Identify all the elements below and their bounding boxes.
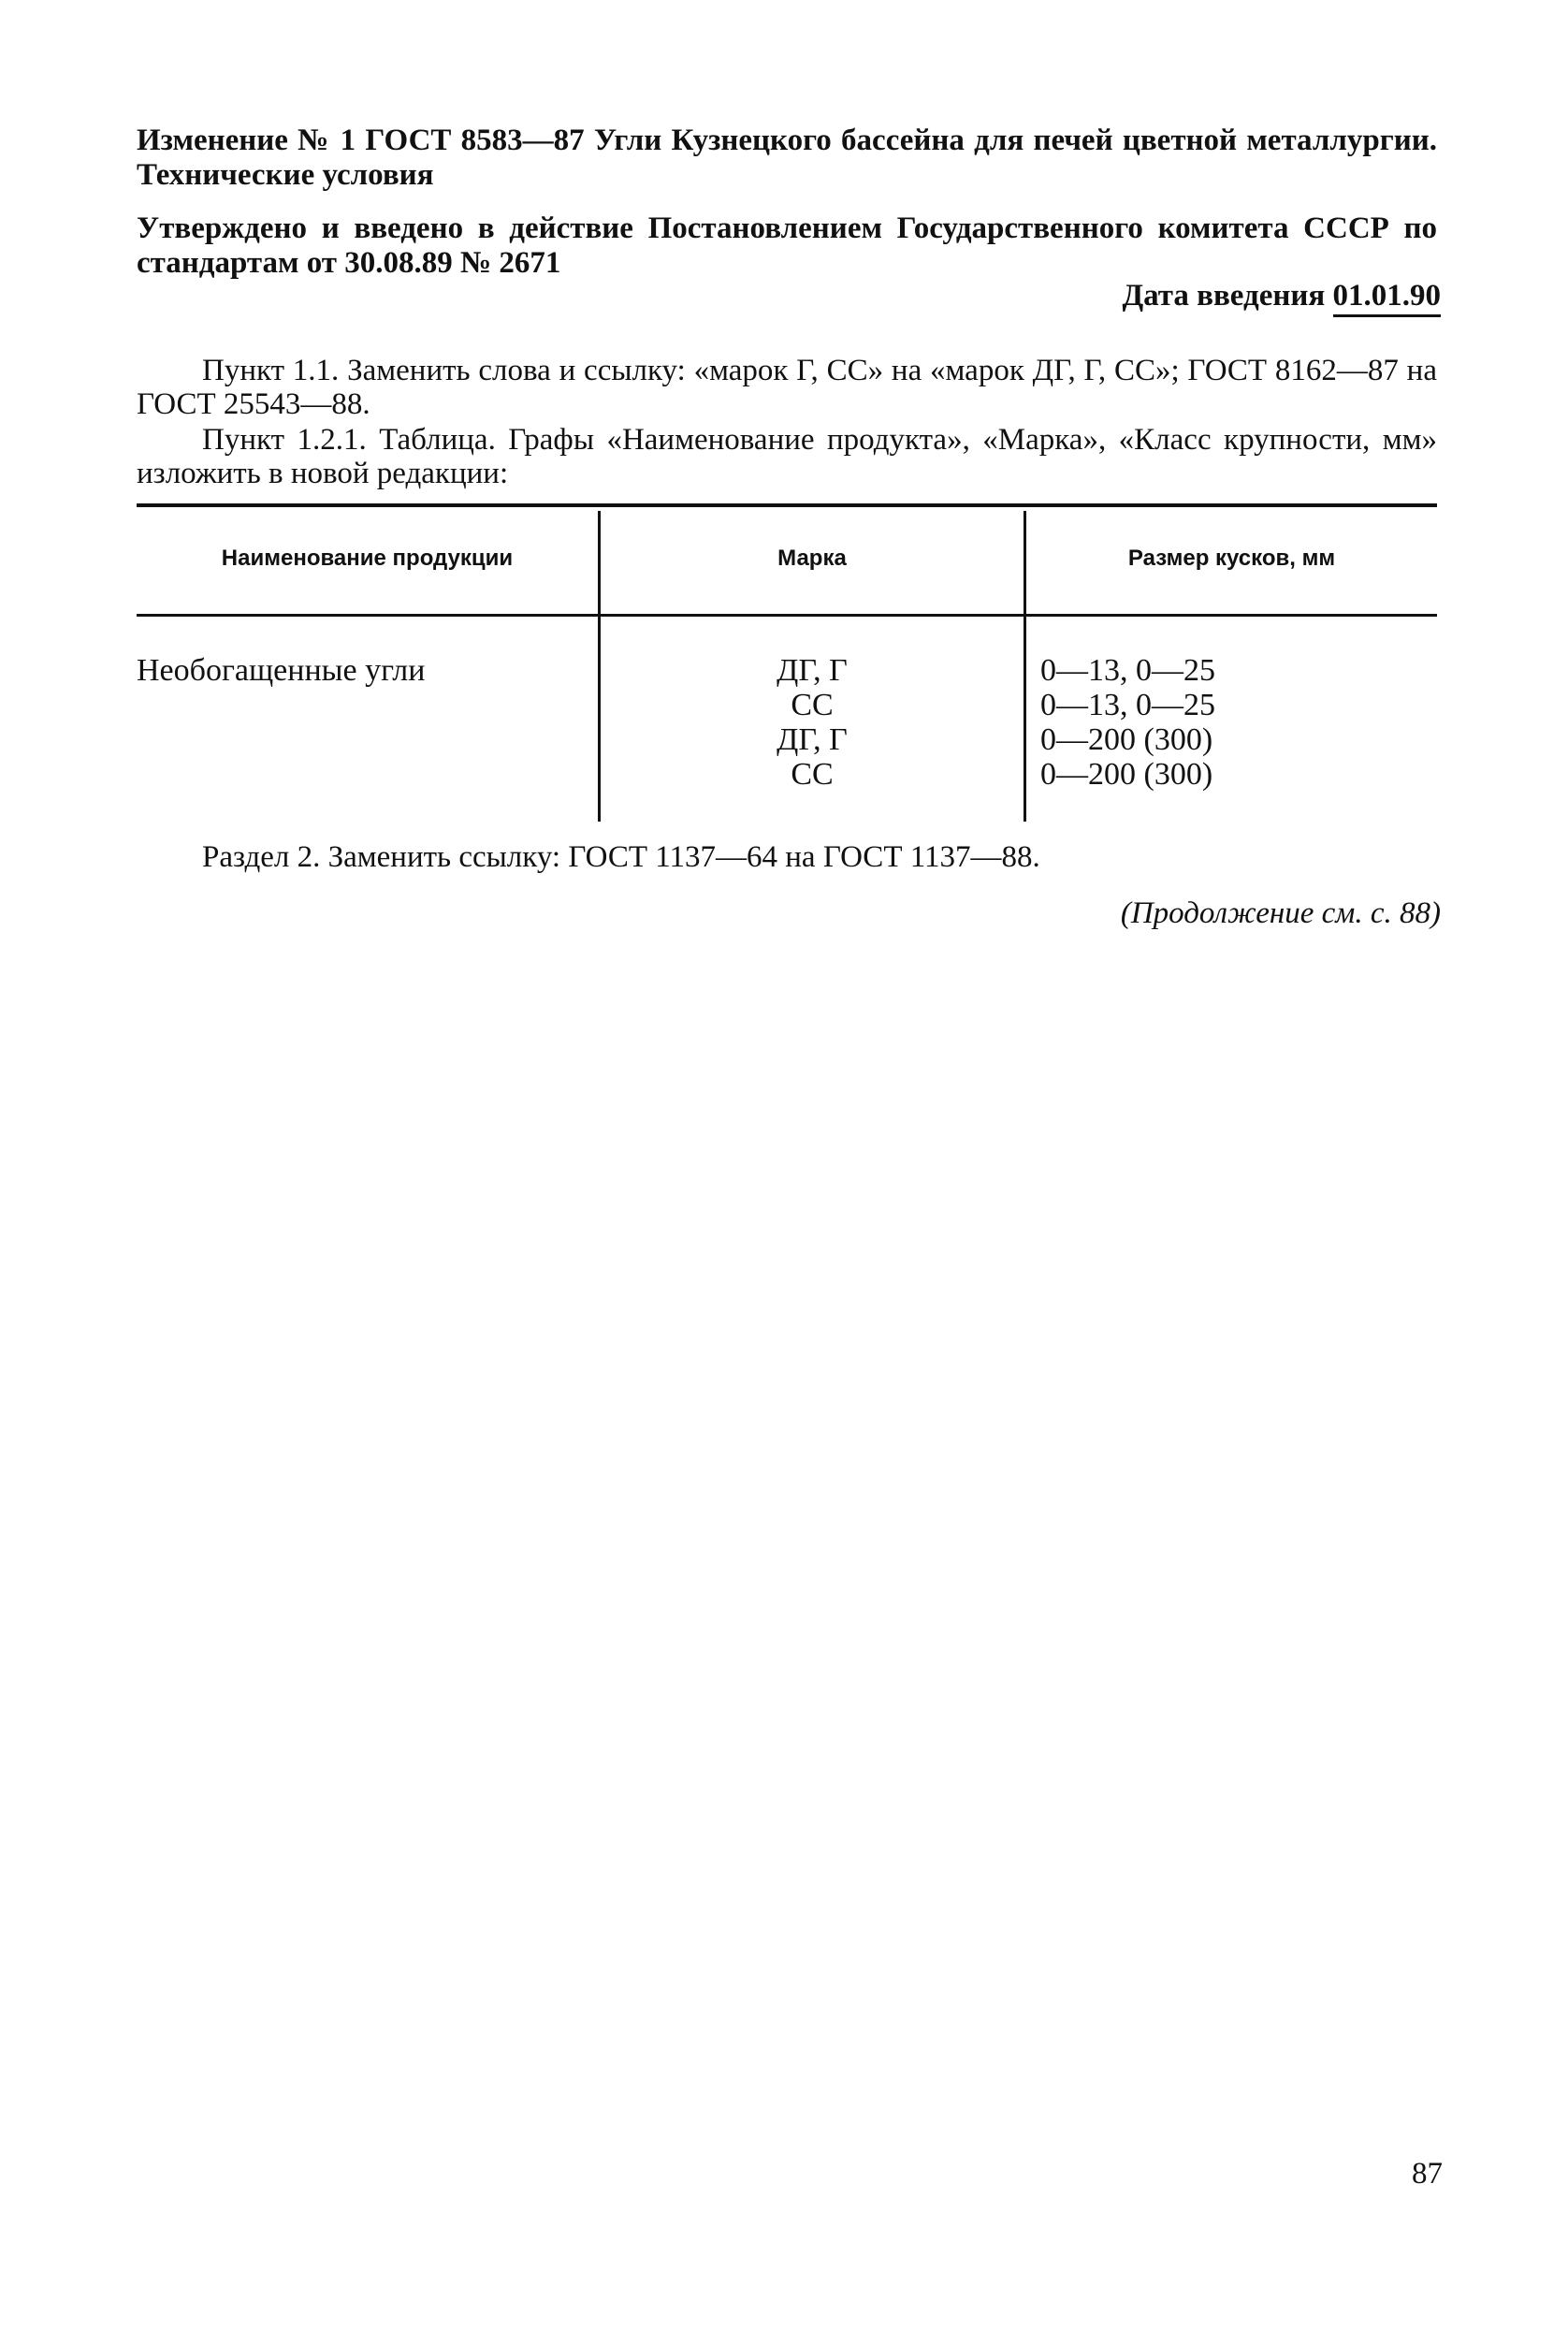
size-cell: 0—200 (300) — [1040, 757, 1213, 792]
size-cell: 0—13, 0—25 — [1040, 653, 1215, 688]
header-grade: Марка — [777, 546, 847, 571]
sizes-column — [1040, 653, 1433, 792]
header-piece-size: Размер кусков, мм — [1127, 546, 1336, 571]
table-top-rule — [137, 503, 1437, 507]
effective-date-label: Дата введения — [1122, 279, 1326, 313]
grade-cell: СС — [791, 757, 834, 792]
effective-date-value: 01.01.90 — [1333, 279, 1442, 317]
approval-statement: Утверждено и введено в действие Постановлением Государственного комитета СССР по стандартам от 30.08.89 № 2671 — [137, 211, 1437, 280]
continued-note: (Продолжение см. с. 88) — [1120, 896, 1441, 930]
document-title: Изменение № 1 ГОСТ 8583—87 Угли Кузнецкого бассейна для печей цветной металлургии. Технические условия — [137, 124, 1437, 192]
grade-cell: СС — [791, 688, 834, 722]
effective-date — [1122, 279, 1441, 317]
size-cell: 0—13, 0—25 — [1040, 688, 1215, 722]
grade-cell: ДГ, Г — [777, 653, 848, 688]
header-product-name: Наименование продукции — [221, 546, 514, 571]
section-2-note: Раздел 2. Заменить ссылку: ГОСТ 1137—64 на ГОСТ 1137—88. — [202, 840, 1040, 874]
paragraph-2-text: Пункт 1.2.1. Таблица. Графы «Наименование продукта», «Марка», «Класс крупности, мм» изложить в новой редакции: — [137, 423, 1437, 490]
grade-cell: ДГ, Г — [777, 722, 848, 757]
paragraph-1-text: Пункт 1.1. Заменить слова и ссылку: «марок Г, СС» на «марок ДГ, Г, СС»; ГОСТ 8162—87 на ГОСТ 25543—88. — [137, 354, 1437, 421]
grades-column — [601, 653, 1024, 792]
size-cell: 0—200 (300) — [1040, 722, 1213, 757]
page-number: 87 — [1412, 2157, 1443, 2191]
amendment-table — [137, 503, 1437, 822]
table-header-rule — [137, 614, 1437, 617]
cell-product-name: Необогащенные угли — [137, 653, 426, 688]
paragraph-1 — [137, 354, 1437, 421]
paragraph-2 — [137, 423, 1437, 490]
